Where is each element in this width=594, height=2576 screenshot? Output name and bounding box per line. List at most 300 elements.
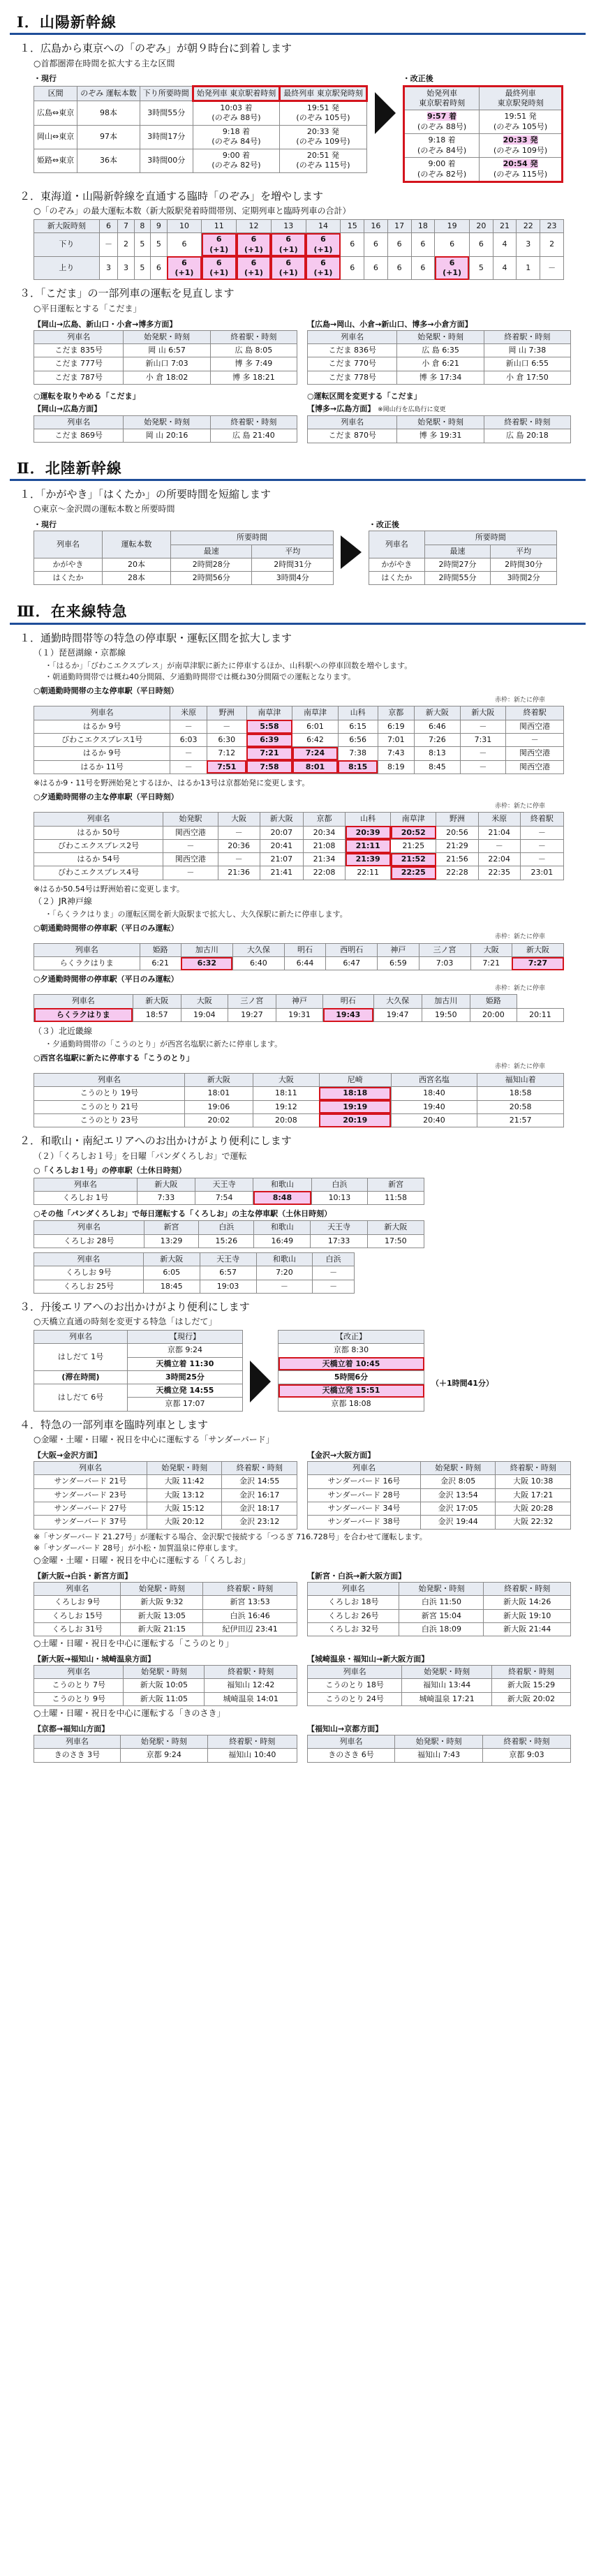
table-row	[34, 371, 297, 384]
cell: はくたか	[34, 572, 103, 585]
hour-cell: 8	[134, 219, 150, 232]
table-row	[308, 1679, 571, 1692]
cell: 金沢 16:17	[222, 1488, 297, 1502]
table-row	[34, 1384, 243, 1398]
table-header: 始発駅・時刻	[147, 1462, 222, 1475]
caption: 【福知山→京都方面】	[307, 1724, 383, 1733]
table-header: 天王寺	[200, 1252, 256, 1266]
table-header: 終着駅・時刻	[483, 1735, 571, 1748]
cell: 19:12	[253, 1100, 319, 1113]
table-row	[308, 1475, 571, 1488]
kounotori-up-table	[307, 1665, 571, 1706]
table-header: 和歌山	[256, 1252, 313, 1266]
kodama-right-table	[307, 330, 571, 385]
table-header: 加古川	[181, 943, 232, 956]
cell: くろしお 25号	[34, 1280, 144, 1293]
cell: －	[218, 853, 260, 866]
table-header: 列車名	[308, 1583, 399, 1596]
cell: 20:33 発 (のぞみ 109号)	[280, 125, 367, 149]
table-header: 列車名	[308, 1462, 421, 1475]
legend: 赤枠：新たに停車	[494, 933, 545, 941]
cell: 7:54	[195, 1191, 253, 1204]
table-header: 最終列車 東京駅発時刻	[280, 86, 367, 101]
subsection-nozomi-title: １．広島から東京への「のぞみ」が朝９時台に到着します	[20, 42, 292, 55]
cell: 新山口 6:55	[484, 357, 570, 371]
cell: 18:45	[143, 1280, 200, 1293]
hashidate-new-table	[278, 1330, 424, 1412]
cell: 7:21	[246, 747, 292, 760]
cell: 22:04	[478, 853, 520, 866]
cell: こだま 787号	[34, 371, 124, 384]
cell: 城崎温泉 17:21	[402, 1692, 492, 1705]
cell: 21:36	[218, 866, 260, 880]
caption-text: 【博多→広島方面】	[307, 404, 376, 414]
hour-cell: 20	[469, 219, 493, 232]
cell: 18:11	[253, 1087, 319, 1100]
table-row	[308, 371, 571, 384]
panda-kuroshio-table	[34, 1220, 424, 1248]
cell: 18:01	[184, 1087, 253, 1100]
cell: 19:27	[228, 1008, 276, 1021]
table-row	[34, 1280, 355, 1293]
table-header: 終着駅・時刻	[205, 1666, 297, 1679]
kuroshio-up-table	[307, 1582, 571, 1636]
cell: はくたか	[369, 572, 425, 585]
cell: こうのとり 9号	[34, 1692, 124, 1705]
cell: 広 島 8:05	[210, 344, 297, 357]
cell: 18:40	[391, 1087, 477, 1100]
table-header: 列車名	[34, 330, 124, 343]
cell: 10:03 着 (のぞみ 88号)	[193, 101, 280, 125]
table-header: 終着駅・時刻	[484, 416, 570, 429]
table-header: 下り所要時間	[140, 86, 193, 101]
after-label: ・改正後	[402, 74, 433, 84]
table-header: 終着駅・時刻	[496, 1462, 571, 1475]
cell: 13:29	[144, 1234, 199, 1248]
cell: くろしお 26号	[308, 1609, 399, 1622]
cell: 広島⇔東京	[34, 101, 77, 125]
table-row	[34, 1488, 297, 1502]
table-row	[34, 125, 367, 149]
count-cell: 6	[387, 256, 411, 280]
table-header: 列車名	[308, 1735, 395, 1748]
table-header: 列車名	[34, 943, 140, 956]
caption: 【新大阪→福知山・城崎温泉方面】	[34, 1654, 156, 1664]
table-header: 野洲	[207, 706, 246, 720]
hokuriku-after-table	[369, 531, 557, 585]
cell: －	[170, 747, 207, 760]
cell: 京都 9:03	[483, 1749, 571, 1762]
note-text: ※「サンダーバード 21.27号」が運転する場合、金沢駅で接続する「つるぎ 716.728号」を合わせて運転します。	[34, 1532, 427, 1541]
kobe-morning-table	[34, 943, 564, 971]
cell: 21:25	[391, 839, 436, 852]
note-text: ※はるか9・11号を野洲始発とするほか、はるか13号は京都始発に変更します。	[34, 778, 310, 787]
cell: 関西空港	[506, 760, 564, 773]
cell: －	[163, 866, 218, 880]
nozomi-hourly-table	[34, 219, 564, 280]
cell: 7:24	[292, 747, 339, 760]
table-header: 終着駅	[506, 706, 564, 720]
count-cell: 6	[341, 256, 364, 280]
cell: 6:01	[292, 720, 339, 733]
diff-text: （＋1時間41分）	[431, 1378, 493, 1388]
count-cell: 6	[341, 233, 364, 257]
table-header: 列車名	[34, 1462, 147, 1475]
cell: こうのとり 24号	[308, 1692, 402, 1705]
cell: 新大阪 10:05	[124, 1679, 205, 1692]
table-header: 新宮	[144, 1221, 199, 1234]
table-header: 列車名	[369, 531, 425, 558]
table-row	[34, 1266, 355, 1280]
cell: －	[520, 826, 563, 839]
table-row	[279, 1357, 424, 1370]
cell: 7:01	[378, 734, 415, 747]
cell: 城崎温泉 14:01	[205, 1692, 297, 1705]
table-header: 始発駅・時刻	[399, 1583, 484, 1596]
count-cell: 6	[411, 256, 435, 280]
table-header: 白浜	[311, 1178, 368, 1191]
table-header: 平均	[252, 545, 334, 558]
caption: 【岡山→広島方面】	[34, 404, 102, 414]
caption-note: ※岡山行を広島行に変更	[378, 406, 446, 414]
cell: 博 多 7:49	[210, 357, 297, 371]
cell: 6:42	[292, 734, 339, 747]
table-header: 始発駅	[163, 813, 218, 826]
table-row	[34, 1692, 297, 1705]
cell: はしだて 1号	[34, 1344, 128, 1371]
lead-text: ○東京～金沢間の運転本数と所要時間	[34, 504, 175, 515]
cell: こうのとり 18号	[308, 1679, 402, 1692]
section-title-zairaisen: Ⅲ．在来線特急	[10, 600, 586, 624]
cell	[403, 110, 480, 134]
cell: こだま 870号	[308, 429, 397, 443]
cell: びわこエクスプレス2号	[34, 839, 163, 852]
cell: 17:50	[367, 1234, 424, 1248]
table-row	[34, 429, 297, 442]
hour-cell: 22	[517, 219, 540, 232]
cell: 5時間6分	[279, 1370, 424, 1384]
caption: ○朝通勤時間帯の停車駅（平日のみ運転）	[34, 923, 179, 933]
count-cell: 6	[387, 233, 411, 257]
table-row	[279, 1344, 424, 1357]
table-row	[308, 429, 571, 443]
table-header: 新宮	[368, 1178, 424, 1191]
kodama-cancel-table	[34, 415, 297, 443]
cell: 20:58	[477, 1100, 564, 1113]
cell: 岡 山 20:16	[124, 429, 210, 442]
table-header: 列車名	[34, 1178, 138, 1191]
table-row	[308, 1692, 571, 1705]
cell-main: 9:18 着	[428, 135, 456, 145]
table-header: 列車名	[308, 416, 397, 429]
table-header: 天王寺	[195, 1178, 253, 1191]
cell: はるか 50号	[34, 826, 163, 839]
count-cell: 6	[469, 233, 493, 257]
table-row	[34, 572, 334, 585]
cell: 新山口 7:03	[124, 357, 210, 371]
table-header: 新大阪	[460, 706, 506, 720]
table-header: 新大阪	[415, 706, 461, 720]
table-row	[34, 853, 564, 866]
cell: はるか 9号	[34, 747, 170, 760]
table-row	[34, 101, 367, 125]
after-label: ・改正後	[369, 520, 399, 529]
hokuriku-before-table	[34, 531, 334, 585]
cell: こだま 777号	[34, 357, 124, 371]
cell: はるか 9号	[34, 720, 170, 733]
note-text: ・「はるか」「びわこエクスプレス」が南草津駅に新たに停車するほか、山科駅への停車回数を増やします。	[45, 660, 413, 670]
nozomi-after	[403, 71, 563, 182]
kuroshio-other-table	[34, 1252, 355, 1294]
cell: 大阪 20:12	[147, 1516, 222, 1529]
cell: 19:50	[422, 1008, 470, 1021]
cell: 大阪 10:38	[496, 1475, 571, 1488]
count-cell: 1	[517, 256, 540, 280]
cell: 5:58	[246, 720, 292, 733]
table-row	[34, 1191, 424, 1204]
table-header: 始発駅・時刻	[397, 416, 484, 429]
table-header: 明石	[284, 943, 325, 956]
cell: 関西空港	[163, 853, 218, 866]
section-title-sanyo: Ⅰ．山陽新幹線	[10, 11, 586, 35]
cell: 姫路⇔東京	[34, 149, 77, 172]
cell: くろしお 9号	[34, 1266, 144, 1280]
table-header: 米原	[170, 706, 207, 720]
table-header: 南草津	[292, 706, 339, 720]
arrow-right-icon	[341, 535, 362, 569]
cell: 2時間56分	[171, 572, 252, 585]
count-cell: 6	[364, 233, 388, 257]
cell-sub: (のぞみ 84号)	[417, 145, 467, 155]
cell: 20:52	[391, 826, 436, 839]
table-row	[34, 1609, 297, 1622]
table-row	[308, 1516, 571, 1529]
hour-cell: 6	[99, 219, 117, 232]
hashidate-compare	[34, 1330, 586, 1412]
table-header: 平均	[491, 545, 557, 558]
cell-sub: (のぞみ 88号)	[417, 121, 467, 131]
cell: 7:43	[378, 747, 415, 760]
table-row	[279, 1384, 424, 1398]
cell: 7:38	[338, 747, 378, 760]
cell: 19:06	[184, 1100, 253, 1113]
cell: 20:36	[218, 839, 260, 852]
cell: らくラクはりま	[34, 957, 140, 970]
cell: －	[313, 1280, 355, 1293]
cell: 10:13	[311, 1191, 368, 1204]
cell: 3時間00分	[140, 149, 193, 172]
table-header: 列車名	[34, 1073, 185, 1086]
caption: 【広島→岡山、小倉→新山口、博多→小倉方面】	[307, 319, 473, 329]
cell: 金沢 13:54	[420, 1488, 496, 1502]
table-header: 天王寺	[311, 1221, 367, 1234]
cell: らくラクはりま	[34, 1008, 133, 1021]
nozomi-compare	[34, 71, 586, 182]
caption: ○その他「パンダくろしお」で毎日運転する「くろしお」の主な停車駅（土休日時刻）	[34, 1209, 332, 1219]
count-cell: －	[99, 233, 117, 257]
kinosaki-down-table	[34, 1735, 297, 1763]
cell: 3時間55分	[140, 101, 193, 125]
table-row	[308, 1609, 571, 1622]
cell: 22:28	[436, 866, 478, 880]
table-header: 尼崎	[319, 1073, 391, 1086]
lead-text: ○平日運転とする「こだま」	[34, 303, 142, 313]
count-cell: 3	[517, 233, 540, 257]
cell: 21:57	[477, 1113, 564, 1127]
cell-sub: (のぞみ 105号)	[493, 121, 548, 131]
cell: サンダーバード 38号	[308, 1516, 421, 1529]
table-row	[34, 957, 564, 970]
cell: こうのとり 23号	[34, 1113, 185, 1127]
table-row	[308, 1502, 571, 1516]
count-cell: 4	[493, 233, 517, 257]
cell: 18:57	[133, 1008, 181, 1021]
cell: 金沢 14:55	[222, 1475, 297, 1488]
cell: 8:15	[338, 760, 378, 773]
cell: 天橋立着 10:45	[279, 1357, 424, 1370]
nozomi-before-table	[34, 85, 368, 173]
cell: －	[460, 747, 506, 760]
cell: 3時間25分	[127, 1370, 242, 1384]
table-row	[34, 866, 564, 880]
cell: 7:26	[415, 734, 461, 747]
cell: こだま 836号	[308, 344, 397, 357]
cell: 20:07	[260, 826, 303, 839]
table-header: 和歌山	[253, 1178, 311, 1191]
cell: 新大阪 19:10	[484, 1609, 571, 1622]
cell: かがやき	[369, 558, 425, 571]
table-header: 新大阪	[512, 943, 563, 956]
cell: 20:40	[391, 1113, 477, 1127]
cell: 21:07	[260, 853, 303, 866]
table-row	[369, 572, 557, 585]
table-header: 最終列車 東京駅発時刻	[480, 86, 562, 110]
hour-cell: 15	[341, 219, 364, 232]
cell: 20:51 発 (のぞみ 115号)	[280, 149, 367, 172]
cell: くろしお 31号	[34, 1623, 121, 1636]
cell: 20:11	[517, 1008, 563, 1021]
table-header: 大阪	[470, 943, 512, 956]
table-header: 列車名	[34, 813, 163, 826]
count-cell: 5	[469, 256, 493, 280]
cell: サンダーバード 23号	[34, 1488, 147, 1502]
table-row	[34, 760, 564, 773]
cell: 6:46	[415, 720, 461, 733]
count-cell: 6	[435, 233, 470, 257]
table-header: 【改正】	[279, 1330, 424, 1343]
table-row	[34, 1749, 297, 1762]
cell: 京都 18:08	[279, 1398, 424, 1411]
cell: 19:03	[200, 1280, 256, 1293]
table-header: 野洲	[436, 813, 478, 826]
table-row	[308, 357, 571, 371]
note-text: ・朝通勤時間帯では概ね40分間隔、夕通勤時間帯では概ね30分間隔での運転となります。	[45, 672, 356, 682]
table-header: 終着駅・時刻	[222, 1462, 297, 1475]
cell: 6:57	[200, 1266, 256, 1280]
cell: 博 多 17:34	[397, 371, 484, 384]
table-header: 列車名	[34, 1252, 144, 1266]
hour-cell: 17	[387, 219, 411, 232]
cell: くろしお 15号	[34, 1609, 121, 1622]
cell: 7:21	[470, 957, 512, 970]
table-header: 始発駅・時刻	[124, 330, 210, 343]
cell: 21:11	[346, 839, 391, 852]
cell: 白浜 11:50	[399, 1596, 484, 1609]
line-title: （２）JR神戸線	[34, 896, 92, 906]
subsection-hashidate-title: ３．丹後エリアへのお出かけがより便利にします	[20, 1300, 250, 1313]
cell: 36本	[77, 149, 140, 172]
table-header: 列車名	[34, 531, 103, 558]
cell: 京都 9:24	[120, 1749, 207, 1762]
table-header: 南草津	[246, 706, 292, 720]
cell: 新大阪 14:26	[484, 1596, 571, 1609]
table-header: 姫路	[470, 995, 517, 1008]
cell: 19:19	[319, 1100, 391, 1113]
cell: 20本	[103, 558, 171, 571]
table-row	[308, 1623, 571, 1636]
note-text: ・夕通勤時間帯の「こうのとり」が西宮名塩駅に新たに停車します。	[45, 1039, 283, 1049]
kuroshio1-table	[34, 1178, 424, 1206]
cell: びわこエクスプレス4号	[34, 866, 163, 880]
cell: 京都 9:24	[127, 1344, 242, 1357]
hour-cell: 19	[435, 219, 470, 232]
table-row	[34, 1008, 564, 1021]
table-row	[34, 1344, 243, 1357]
caption: 【新大阪→白浜・新宮方面】	[34, 1571, 133, 1581]
cell: 8:48	[253, 1191, 311, 1204]
cell: 6:59	[378, 957, 419, 970]
table-header: 米原	[478, 813, 520, 826]
table-row	[308, 344, 571, 357]
cell: 3時間4分	[252, 572, 334, 585]
cell: 7:33	[137, 1191, 195, 1204]
cell: 天橋立発 14:55	[127, 1384, 242, 1398]
table-header: 始発列車 東京駅着時刻	[193, 86, 280, 101]
table-row	[34, 357, 297, 371]
cell: 20:56	[436, 826, 478, 839]
table-header: 大阪	[218, 813, 260, 826]
cell: 関西空港	[506, 720, 564, 733]
count-cell: 6 (+1)	[271, 256, 306, 280]
lead-text: ○土曜・日曜・祝日を中心に運転する「きのさき」	[34, 1708, 225, 1719]
table-row	[403, 158, 562, 182]
table-header: 列車名	[34, 1666, 124, 1679]
cell: 新大阪 20:02	[492, 1692, 571, 1705]
row-label: 下り	[34, 233, 100, 257]
legend: 赤枠：新たに停車	[494, 1063, 545, 1071]
thunderbird-up-table	[307, 1461, 571, 1529]
table-header: 大久保	[232, 943, 284, 956]
table-header: 京都	[303, 813, 345, 826]
cell: 新大阪 15:29	[492, 1679, 571, 1692]
kodama-change	[34, 389, 586, 443]
count-cell: 6	[411, 233, 435, 257]
table-header: 和歌山	[254, 1221, 311, 1234]
hour-cell: 10	[167, 219, 202, 232]
table-header: 終着駅・時刻	[207, 1735, 297, 1748]
lead-text: ○金曜・土曜・日曜・祝日を中心に運転する「サンダーバード」	[34, 1435, 274, 1445]
cell: 20:39	[346, 826, 391, 839]
table-header: 山科	[338, 706, 378, 720]
table-row	[403, 110, 562, 134]
caption: ○運転区間を変更する「こだま」	[307, 392, 422, 401]
hashidate-table	[34, 1330, 243, 1412]
cell: 大阪 22:32	[496, 1516, 571, 1529]
table-row	[308, 1596, 571, 1609]
table-header: 列車名	[308, 330, 397, 343]
table-header: 明石	[323, 995, 373, 1008]
cell: 20:00	[470, 1008, 517, 1021]
